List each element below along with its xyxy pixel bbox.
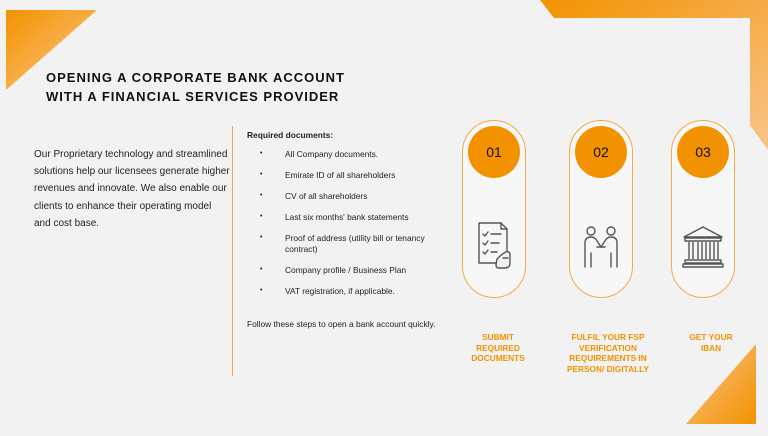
title-line-1: OPENING A CORPORATE BANK ACCOUNT	[46, 70, 345, 85]
bullet-icon: •	[260, 213, 263, 220]
bullet-icon: •	[260, 234, 263, 241]
list-item: • Emirate ID of all shareholders	[260, 170, 396, 180]
bank-building-icon	[682, 219, 724, 271]
step-number-badge: 03	[677, 126, 729, 178]
title-line-2: WITH A FINANCIAL SERVICES PROVIDER	[46, 89, 340, 104]
list-item: • Last six months' bank statements	[260, 212, 409, 222]
bullet-icon: •	[260, 286, 263, 294]
intro-text: Our Proprietary technology and streamlined solutions help our licensees generate higher revenues and innovate. We also enable our clients to enhance their operating model and cost base.	[34, 149, 230, 229]
documents-list	[247, 149, 452, 296]
handshake-icon	[580, 219, 622, 271]
page-title	[46, 68, 345, 106]
bullet-icon: •	[260, 192, 263, 199]
list-item: • Proof of address (utility bill or tenancy contract)	[260, 233, 425, 254]
step-label-1: SUBMIT REQUIRED DOCUMENTS	[471, 332, 525, 363]
step-label-3: GET YOUR IBAN	[689, 332, 733, 353]
list-item: • CV of all shareholders	[260, 191, 368, 201]
documents-heading: Required documents:	[247, 130, 334, 140]
corner-triangle-bottom-right	[686, 344, 768, 436]
step-card-1	[462, 120, 526, 298]
divider	[232, 126, 233, 376]
list-item: • VAT registration, if applicable.	[260, 285, 395, 296]
step-card-3	[671, 120, 735, 298]
list-item: • Company profile / Business Plan	[260, 264, 407, 275]
corner-bracket-top-right	[540, 0, 768, 150]
bullet-icon: •	[260, 150, 263, 157]
list-item: • All Company documents.	[260, 149, 379, 159]
step-number-badge: 02	[575, 126, 627, 178]
documents-panel	[247, 130, 452, 329]
documents-footer: Follow these steps to open a bank account quickly.	[247, 319, 436, 329]
bullet-icon: •	[260, 171, 263, 178]
bullet-icon: •	[260, 265, 263, 273]
checklist-document-icon	[473, 219, 515, 271]
step-label-2: FULFIL YOUR FSP VERIFICATION REQUIREMENTS IN PERSON/ DIGITALLY	[566, 332, 650, 374]
step-number-badge: 01	[468, 126, 520, 178]
step-card-2	[569, 120, 633, 298]
